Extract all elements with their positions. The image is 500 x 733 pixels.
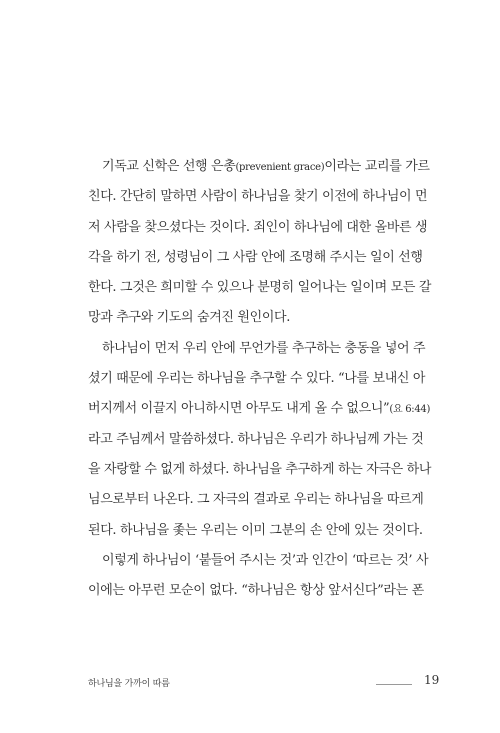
body-text — [88, 152, 448, 606]
text-span: 이라는 교리를 가르 — [324, 159, 430, 174]
page-number: 19 — [424, 673, 440, 687]
text-line: 을 자랑할 수 없게 하셨다. 하나님을 추구하게 하는 자극은 하나 — [88, 461, 432, 477]
text-line: 하나님이 먼저 우리 안에 무언가를 추구하는 충동을 넣어 주 — [102, 340, 426, 356]
text-line: 이렇게 하나님이 ‘붙들어 주시는 것’과 인간이 ‘따르는 것’ 사 — [102, 552, 429, 568]
text-line: 저 사람을 찾으셨다는 것이다. 죄인이 하나님에 대한 올바른 생 — [88, 219, 428, 235]
footer-rule — [376, 684, 412, 685]
text-span: 기독교 신학은 선행 은총 — [102, 159, 236, 174]
text-span: 버지께서 이끌지 아니하시면 아무도 내게 올 수 없으니” — [88, 401, 390, 417]
text-line: 망과 추구와 기도의 숨겨진 원인이다. — [88, 310, 291, 326]
text-line: 라고 주님께서 말씀하셨다. 하나님은 우리가 하나님께 가는 것 — [88, 431, 424, 447]
text-line: 된다. 하나님을 좇는 우리는 이미 그분의 손 안에 있는 것이다. — [88, 522, 423, 538]
text-line: 친다. 간단히 말하면 사람이 하나님을 찾기 이전에 하나님이 먼 — [88, 189, 428, 205]
text-line: 이에는 아무런 모순이 없다. “하나님은 항상 앞서신다”라는 폰 — [88, 583, 424, 599]
running-footer-title: 하나님을 가까이 따름 — [88, 679, 170, 689]
text-line — [88, 152, 448, 182]
text-line: 셨기 때문에 우리는 하나님을 추구할 수 있다. “나를 보내신 아 — [88, 371, 426, 387]
scripture-reference: (요 6:44) — [389, 404, 431, 416]
text-line: 한다. 그것은 희미할 수 있으나 분명히 일어나는 일이며 모든 갈 — [88, 280, 432, 296]
text-line — [88, 394, 448, 424]
inline-term: (prevenient grace) — [235, 162, 325, 173]
text-line: 각을 하기 전, 성령님이 그 사람 안에 조명해 주시는 일이 선행 — [88, 249, 423, 265]
text-line: 님으로부터 나온다. 그 자극의 결과로 우리는 하나님을 따르게 — [88, 492, 424, 508]
